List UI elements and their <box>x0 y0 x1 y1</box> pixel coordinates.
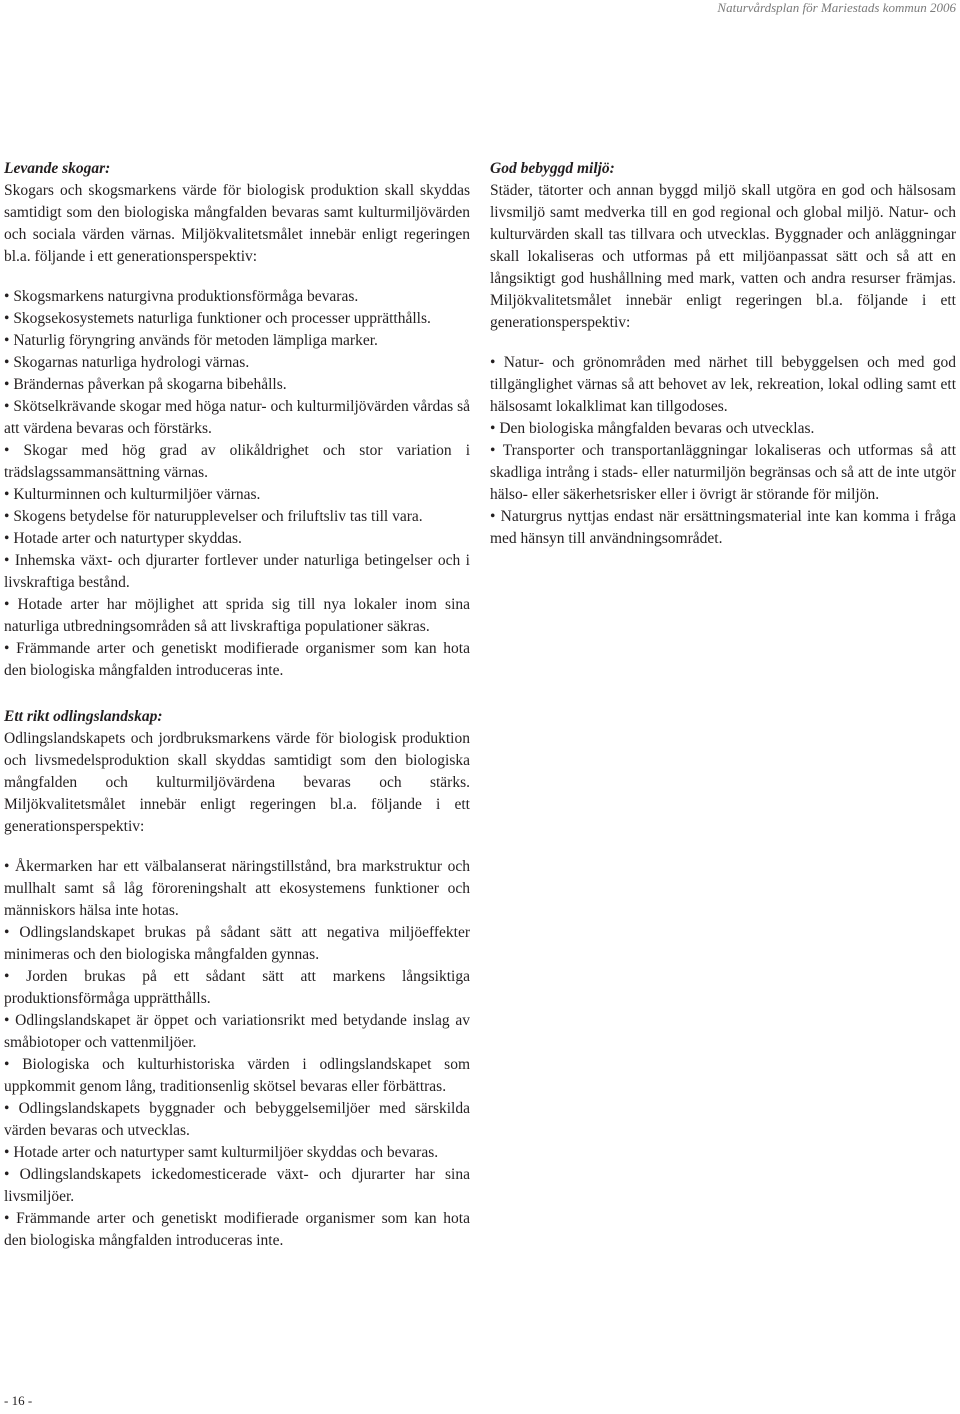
section-ett-rikt-odlingslandskap <box>4 706 470 1252</box>
bullet-list <box>4 856 470 1252</box>
section-heading: Ett rikt odlingslandskap: <box>4 708 163 725</box>
section-intro: Odlingslandskapets och jordbruksmarkens värde för biologisk produktion och livsmedelsproduktion skall skyddas samtidigt som den biologiska mångfalden och kulturmiljövärdena bevaras och stärks. Miljökvalitetsmålet innebär enligt regeringen bl.a. följande i ett generationsperspektiv: <box>4 730 470 835</box>
list-item: • Åkermarken har ett välbalanserat näringstillstånd, bra markstruktur och mullhalt samt så låg föroreningshalt att ekosystemens funktioner och människors hälsa inte hotas. <box>4 856 470 922</box>
list-item: • Inhemska växt- och djurarter fortlever under naturliga betingelser och i livskraftiga bestånd. <box>4 550 470 594</box>
list-item: • Skogar med hög grad av olikåldrighet och stor variation i trädslagssammansättning värnas. <box>4 440 470 484</box>
page-number: - 16 - <box>4 1393 33 1408</box>
list-item: • Brändernas påverkan på skogarna bibehålls. <box>4 374 470 396</box>
right-column <box>490 158 956 574</box>
list-item: • Naturgrus nyttjas endast när ersättningsmaterial inte kan komma i fråga med hänsyn till användningsområdet. <box>490 506 956 550</box>
running-header: Naturvårdsplan för Mariestads kommun 2006 <box>717 0 956 15</box>
list-item: • Odlingslandskapets ickedomesticerade växt- och djurarter har sina livsmiljöer. <box>4 1164 470 1208</box>
list-item: • Främmande arter och genetiskt modifierade organismer som kan hota den biologiska mångfalden introduceras inte. <box>4 1208 470 1252</box>
list-item: • Natur- och grönområden med närhet till bebyggelsen och med god tillgänglighet värnas så att behovet av lek, rekreation, lokal odling samt ett hälsosamt lokalklimat kan tillgodoses. <box>490 352 956 418</box>
list-item: • Skogarnas naturliga hydrologi värnas. <box>4 352 470 374</box>
left-column <box>4 158 470 1276</box>
list-item: • Skogens betydelse för naturupplevelser och friluftsliv tas till vara. <box>4 506 470 528</box>
section-levande-skogar <box>4 158 470 682</box>
list-item: • Biologiska och kulturhistoriska värden i odlingslandskapet som uppkommit genom lång, traditionsenlig skötsel bevaras eller förbättras. <box>4 1054 470 1098</box>
list-item: • Den biologiska mångfalden bevaras och utvecklas. <box>490 418 956 440</box>
list-item: • Transporter och transportanläggningar lokaliseras och utformas så att skadliga intrång i stads- eller naturmiljön begränsas och så att de inte utgör hälso- eller säkerhetsrisker eller i övrigt är störande för miljön. <box>490 440 956 506</box>
list-item: • Odlingslandskapet är öppet och variationsrikt med betydande inslag av småbiotoper och vattenmiljöer. <box>4 1010 470 1054</box>
list-item: • Jorden brukas på ett sådant sätt att markens långsiktiga produktionsförmåga upprätthålls. <box>4 966 470 1010</box>
bullet-list <box>4 286 470 682</box>
section-heading: Levande skogar: <box>4 160 111 177</box>
section-intro: Städer, tätorter och annan byggd miljö skall utgöra en god och hälsosam livsmiljö samt medverka till en god regional och global miljö. Natur- och kulturvärden skall tas tillvara och utvecklas. Byggnader och anläggningar skall lokaliseras och utformas på ett miljöanpassat sätt och så att en långsiktigt god hushållning med mark, vatten och andra resurser främjas. Miljökvalitetsmålet innebär enligt regeringen bl.a. följande i ett generationsperspektiv: <box>490 182 956 331</box>
bullet-list <box>490 352 956 550</box>
list-item: • Skötselkrävande skogar med höga natur- och kulturmiljövärden vårdas så att värdena bevaras och förstärks. <box>4 396 470 440</box>
list-item: • Kulturminnen och kulturmiljöer värnas. <box>4 484 470 506</box>
list-item: • Naturlig föryngring används för metoden lämpliga marker. <box>4 330 470 352</box>
list-item: • Hotade arter och naturtyper samt kulturmiljöer skyddas och bevaras. <box>4 1142 470 1164</box>
section-heading: God bebyggd miljö: <box>490 160 615 177</box>
list-item: • Främmande arter och genetiskt modifierade organismer som kan hota den biologiska mångfalden introduceras inte. <box>4 638 470 682</box>
list-item: • Hotade arter och naturtyper skyddas. <box>4 528 470 550</box>
list-item: • Hotade arter har möjlighet att sprida sig till nya lokaler inom sina naturliga utbredningsområden så att livskraftiga populationer säkras. <box>4 594 470 638</box>
section-intro: Skogars och skogsmarkens värde för biologisk produktion skall skyddas samtidigt som den biologiska mångfalden bevaras samt kulturmiljövärden och sociala värden värnas. Miljökvalitetsmålet innebär enligt regeringen bl.a. följande i ett generationsperspektiv: <box>4 182 470 265</box>
list-item: • Odlingslandskapet brukas på sådant sätt att negativa miljöeffekter minimeras och den biologiska mångfalden gynnas. <box>4 922 470 966</box>
list-item: • Skogsmarkens naturgivna produktionsförmåga bevaras. <box>4 286 470 308</box>
list-item: • Skogsekosystemets naturliga funktioner och processer upprätthålls. <box>4 308 470 330</box>
section-god-bebyggd-miljo <box>490 158 956 550</box>
list-item: • Odlingslandskapets byggnader och bebyggelsemiljöer med särskilda värden bevaras och utvecklas. <box>4 1098 470 1142</box>
